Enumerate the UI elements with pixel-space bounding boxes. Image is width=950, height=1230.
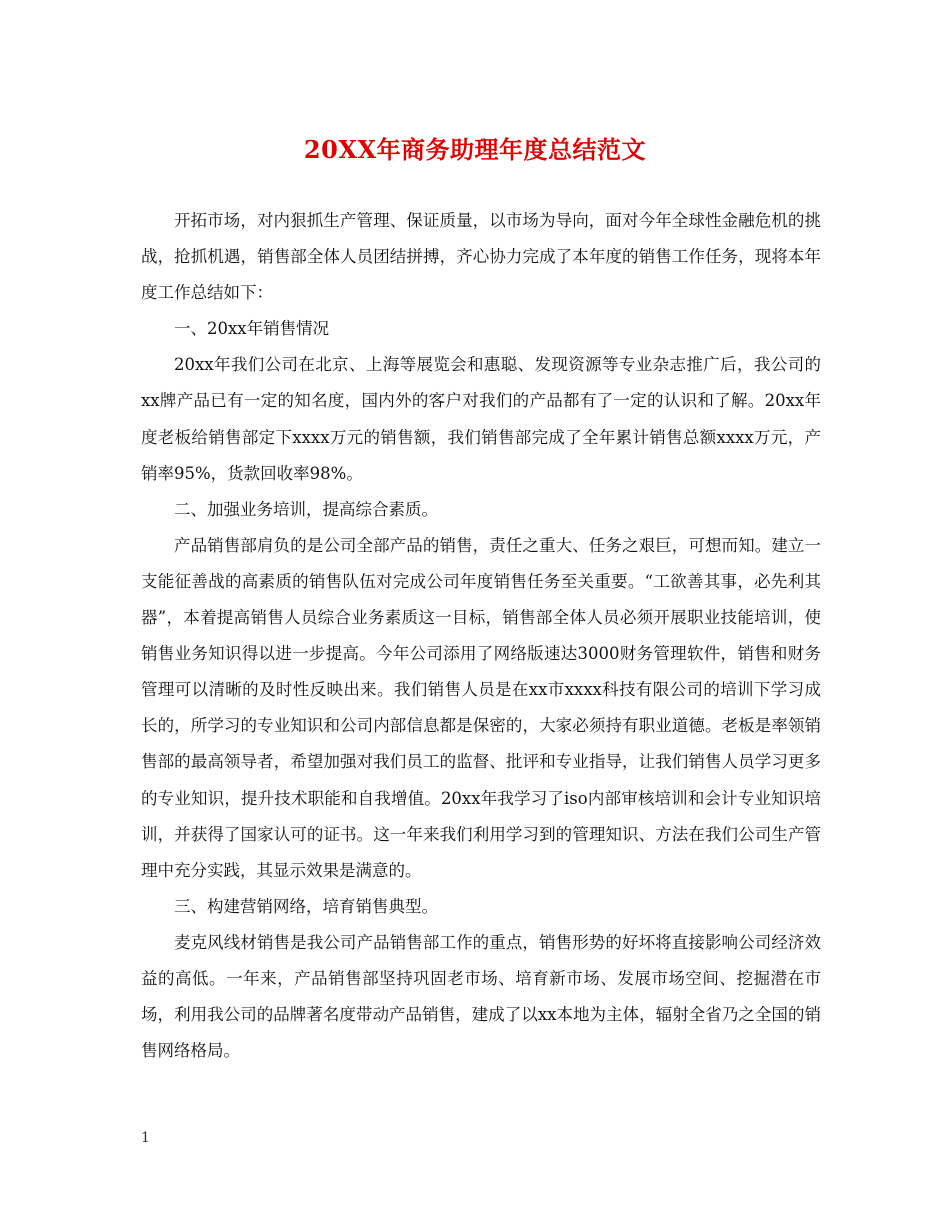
section-heading-network: 三、构建营销网络，培育销售典型。 [174,896,438,916]
section-heading-training: 二、加强业务培训，提高综合素质。 [174,499,438,519]
sales-paragraph: 20xx年我们公司在北京、上海等展览会和惠聪、发现资源等专业杂志推广后，我公司的xx牌产品已有一定的知名度，国内外的客户对我们的产品都有了一定的认识和了解。20xx年度老板给销售部定下xxxx万元的销售额，我们销售部完成了全年累计销售总额xxxx万元，产销率95%，货款回收率98%。 [141,355,821,483]
section-heading-sales: 一、20xx年销售情况 [174,319,330,339]
document-body [141,203,821,1069]
intro-paragraph: 开拓市场，对内狠抓生产管理、保证质量，以市场为导向，面对今年全球性金融危机的挑战，抢抓机遇，销售部全体人员团结拼搏，齐心协力完成了本年度的销售工作任务，现将本年度工作总结如下： [141,211,821,303]
network-paragraph: 麦克风线材销售是我公司产品销售部工作的重点，销售形势的好坏将直接影响公司经济效益的高低。一年来，产品销售部坚持巩固老市场、培育新市场、发展市场空间、挖掘潜在市场，利用我公司的品牌著名度带动产品销售，建成了以xx本地为主体，辐射全省乃之全国的销售网络格局。 [141,932,821,1061]
document-title: 20XX年商务助理年度总结范文 [303,135,647,164]
training-paragraph: 产品销售部肩负的是公司全部产品的销售，责任之重大、任务之艰巨，可想而知。建立一支能征善战的高素质的销售队伍对完成公司年度销售任务至关重要。“工欲善其事，必先利其器”，本着提高销售人员综合业务素质这一目标，销售部全体人员必须开展职业技能培训，使销售业务知识得以进一步提高。今年公司添用了网络版速达3000财务管理软件，销售和财务管理可以清晰的及时性反映出来。我们销售人员是在xx市xxxx科技有限公司的培训下学习成长的，所学习的专业知识和公司内部信息都是保密的，大家必须持有职业道德。老板是率领销售部的最高领导者，希望加强对我们员工的监督、批评和专业指导，让我们销售人员学习更多的专业知识，提升技术职能和自我增值。20xx年我学习了iso内部审核培训和会计专业知识培训，并获得了国家认可的证书。这一年来我们利用学习到的管理知识、方法在我们公司生产管理中充分实践，其显示效果是满意的。 [141,535,821,880]
page-number: 1 [141,1130,150,1146]
